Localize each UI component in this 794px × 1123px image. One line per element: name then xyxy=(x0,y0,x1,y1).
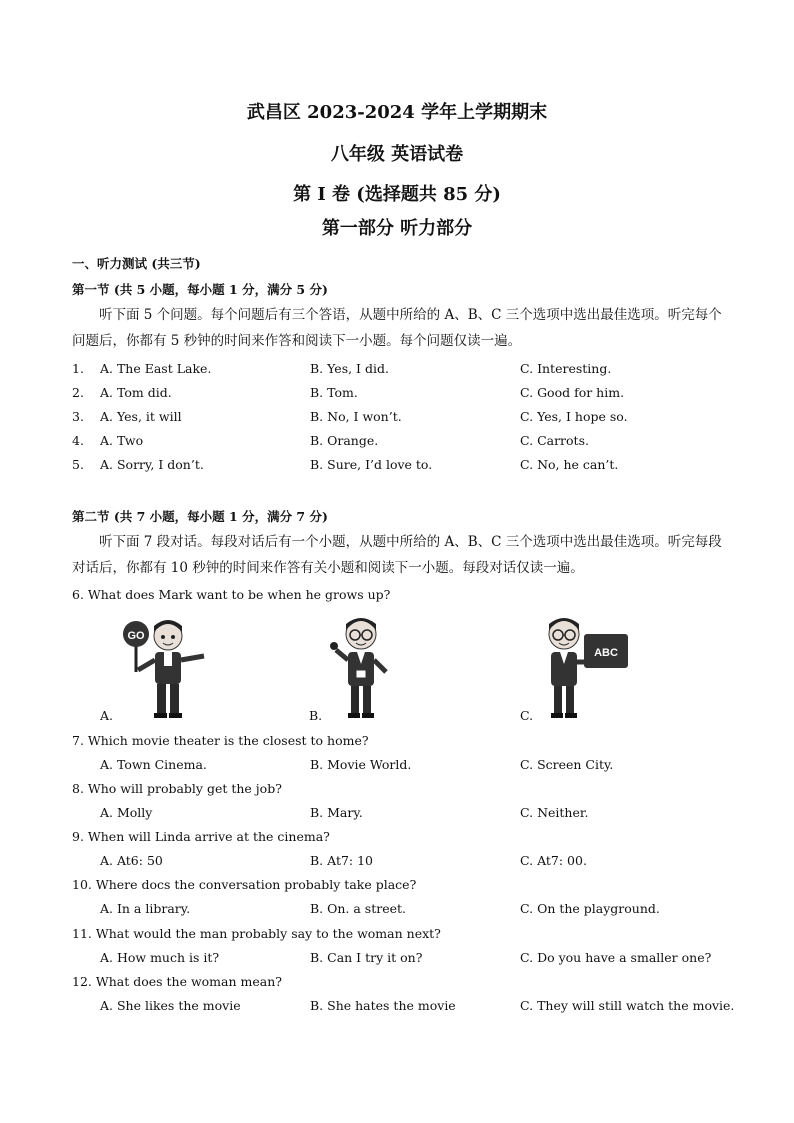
option-c: C. Interesting. xyxy=(520,361,612,376)
picture-traffic-police xyxy=(118,612,206,720)
option-c: C. Carrots. xyxy=(520,433,589,448)
option-b: B. No, I won’t. xyxy=(310,409,402,424)
question-row-1 xyxy=(72,361,722,381)
option-a: A. Town Cinema. xyxy=(100,757,207,772)
option-c: C. Good for him. xyxy=(520,385,625,400)
option-a: A. The East Lake. xyxy=(100,361,212,376)
option-b: B. Tom. xyxy=(310,385,358,400)
section1-instructions: 听下面 5 个问题。每个问题后有三个答语，从题中所给的 A、B、C 三个选项中选出最佳选项。听完每个问题后，你都有 5 秒钟的时间来作答和阅读下一小题。每个问题仅读一遍。 xyxy=(72,307,722,349)
section2-instructions: 听下面 7 段对话。每段对话后有一个小题，从题中所给的 A、B、C 三个选项中选出最佳选项。听完每段对话后，你都有 10 秒钟的时间来作答有关小题和阅读下一小题。每段对话仅读一遍。 xyxy=(72,534,722,576)
question-8-options xyxy=(72,805,722,825)
question-9-options xyxy=(72,853,722,873)
question-11: 11. What would the man probably say to the woman next? xyxy=(72,926,441,941)
question-number: 3. xyxy=(72,409,84,424)
question-number: 2. xyxy=(72,385,84,400)
option-a: A. Yes, it will xyxy=(100,409,182,424)
option-b: B. Orange. xyxy=(310,433,379,448)
go-sign-text: GO xyxy=(127,630,145,642)
option-a: A. Two xyxy=(100,433,144,448)
picture-reporter xyxy=(326,612,396,720)
part-heading: 第一部分 听力部分 xyxy=(321,218,473,239)
option-b: B. On. a street. xyxy=(310,901,407,916)
question-row-2 xyxy=(72,385,722,405)
option-c: C. Screen City. xyxy=(520,757,614,772)
picture-label-c: C. xyxy=(520,708,534,723)
question-number: 5. xyxy=(72,457,84,472)
option-a: A. At6: 50 xyxy=(100,853,163,868)
option-b: B. Can I try it on? xyxy=(310,950,423,965)
option-b: B. She hates the movie xyxy=(310,998,456,1013)
option-b: B. Movie World. xyxy=(310,757,412,772)
option-a: A. In a library. xyxy=(100,901,191,916)
option-b: B. Sure, I’d love to. xyxy=(310,457,433,472)
question-row-4 xyxy=(72,433,722,453)
question-12: 12. What does the woman mean? xyxy=(72,974,282,989)
volume-heading: 第 I 卷 (选择题共 85 分) xyxy=(293,184,501,205)
section2-heading: 第二节 (共 7 小题，每小题 1 分，满分 7 分) xyxy=(72,509,328,524)
option-a: A. How much is it? xyxy=(100,950,220,965)
question-row-3 xyxy=(72,409,722,429)
section1-heading: 第一节 (共 5 小题，每小题 1 分，满分 5 分) xyxy=(72,282,328,297)
question-7: 7. Which movie theater is the closest to home? xyxy=(72,733,369,748)
option-b: B. Yes, I did. xyxy=(310,361,389,376)
option-c: C. On the playground. xyxy=(520,901,660,916)
option-c: C. No, he can’t. xyxy=(520,457,619,472)
option-a: A. Sorry, I don’t. xyxy=(100,457,204,472)
question-10: 10. Where docs the conversation probably take place? xyxy=(72,877,417,892)
option-c: C. At7: 00. xyxy=(520,853,587,868)
option-b: B. Mary. xyxy=(310,805,363,820)
question-number: 1. xyxy=(72,361,84,376)
board-text: ABC xyxy=(594,647,618,659)
question-8: 8. Who will probably get the job? xyxy=(72,781,282,796)
question-row-5 xyxy=(72,457,722,477)
option-a: A. Tom did. xyxy=(100,385,172,400)
option-a: A. Molly xyxy=(100,805,153,820)
option-c: C. Yes, I hope so. xyxy=(520,409,628,424)
picture-teacher xyxy=(538,612,630,720)
picture-label-a: A. xyxy=(100,708,114,723)
option-c: C. Do you have a smaller one? xyxy=(520,950,712,965)
section-heading: 一、听力测试 (共三节) xyxy=(72,256,201,271)
exam-subtitle: 八年级 英语试卷 xyxy=(330,144,464,165)
question-10-options xyxy=(72,901,722,921)
exam-title: 武昌区 2023-2024 学年上学期期末 xyxy=(246,102,548,123)
question-9: 9. When will Linda arrive at the cinema? xyxy=(72,829,330,844)
question-12-options xyxy=(72,998,735,1018)
picture-label-b: B. xyxy=(309,708,323,723)
option-c: C. They will still watch the movie. xyxy=(520,998,735,1013)
option-b: B. At7: 10 xyxy=(310,853,374,868)
question-11-options xyxy=(72,950,722,970)
question-6: 6. What does Mark want to be when he grows up? xyxy=(72,587,391,602)
question-7-options xyxy=(72,757,722,777)
question-number: 4. xyxy=(72,433,84,448)
option-c: C. Neither. xyxy=(520,805,589,820)
option-a: A. She likes the movie xyxy=(100,998,241,1013)
